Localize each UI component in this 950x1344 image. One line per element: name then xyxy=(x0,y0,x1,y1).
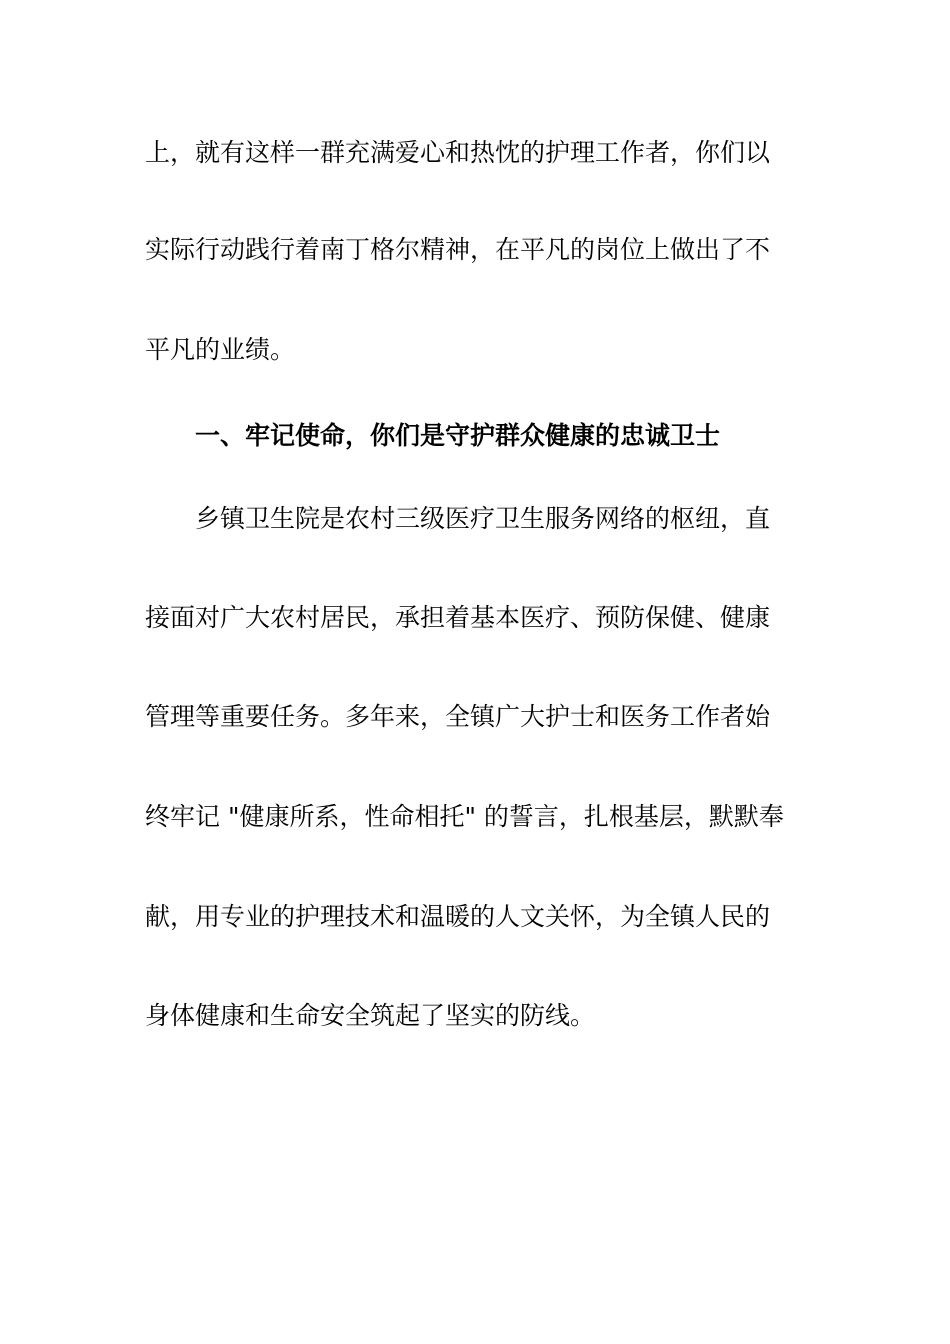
paragraph-line: 实际行动践行着南丁格尔精神，在平凡的岗位上做出了不 xyxy=(145,235,771,264)
section-heading: 一、牢记使命，你们是守护群众健康的忠诚卫士 xyxy=(195,421,721,450)
paragraph-line: 上，就有这样一群充满爱心和热忱的护理工作者，你们以 xyxy=(145,138,771,167)
paragraph-line: 乡镇卫生院是农村三级医疗卫生服务网络的枢纽，直 xyxy=(195,504,771,533)
paragraph-line: 献，用专业的护理技术和温暖的人文关怀，为全镇人民的 xyxy=(145,902,771,931)
paragraph-line: 平凡的业绩。 xyxy=(145,335,296,364)
paragraph-line: 接面对广大农村居民，承担着基本医疗、预防保健、健康 xyxy=(145,603,771,632)
paragraph-line: 身体健康和生命安全筑起了坚实的防线。 xyxy=(145,1001,596,1030)
paragraph-line: 管理等重要任务。多年来，全镇广大护士和医务工作者始 xyxy=(145,702,771,731)
paragraph-line: 终牢记 "健康所系，性命相托" 的誓言，扎根基层，默默奉 xyxy=(145,802,784,831)
